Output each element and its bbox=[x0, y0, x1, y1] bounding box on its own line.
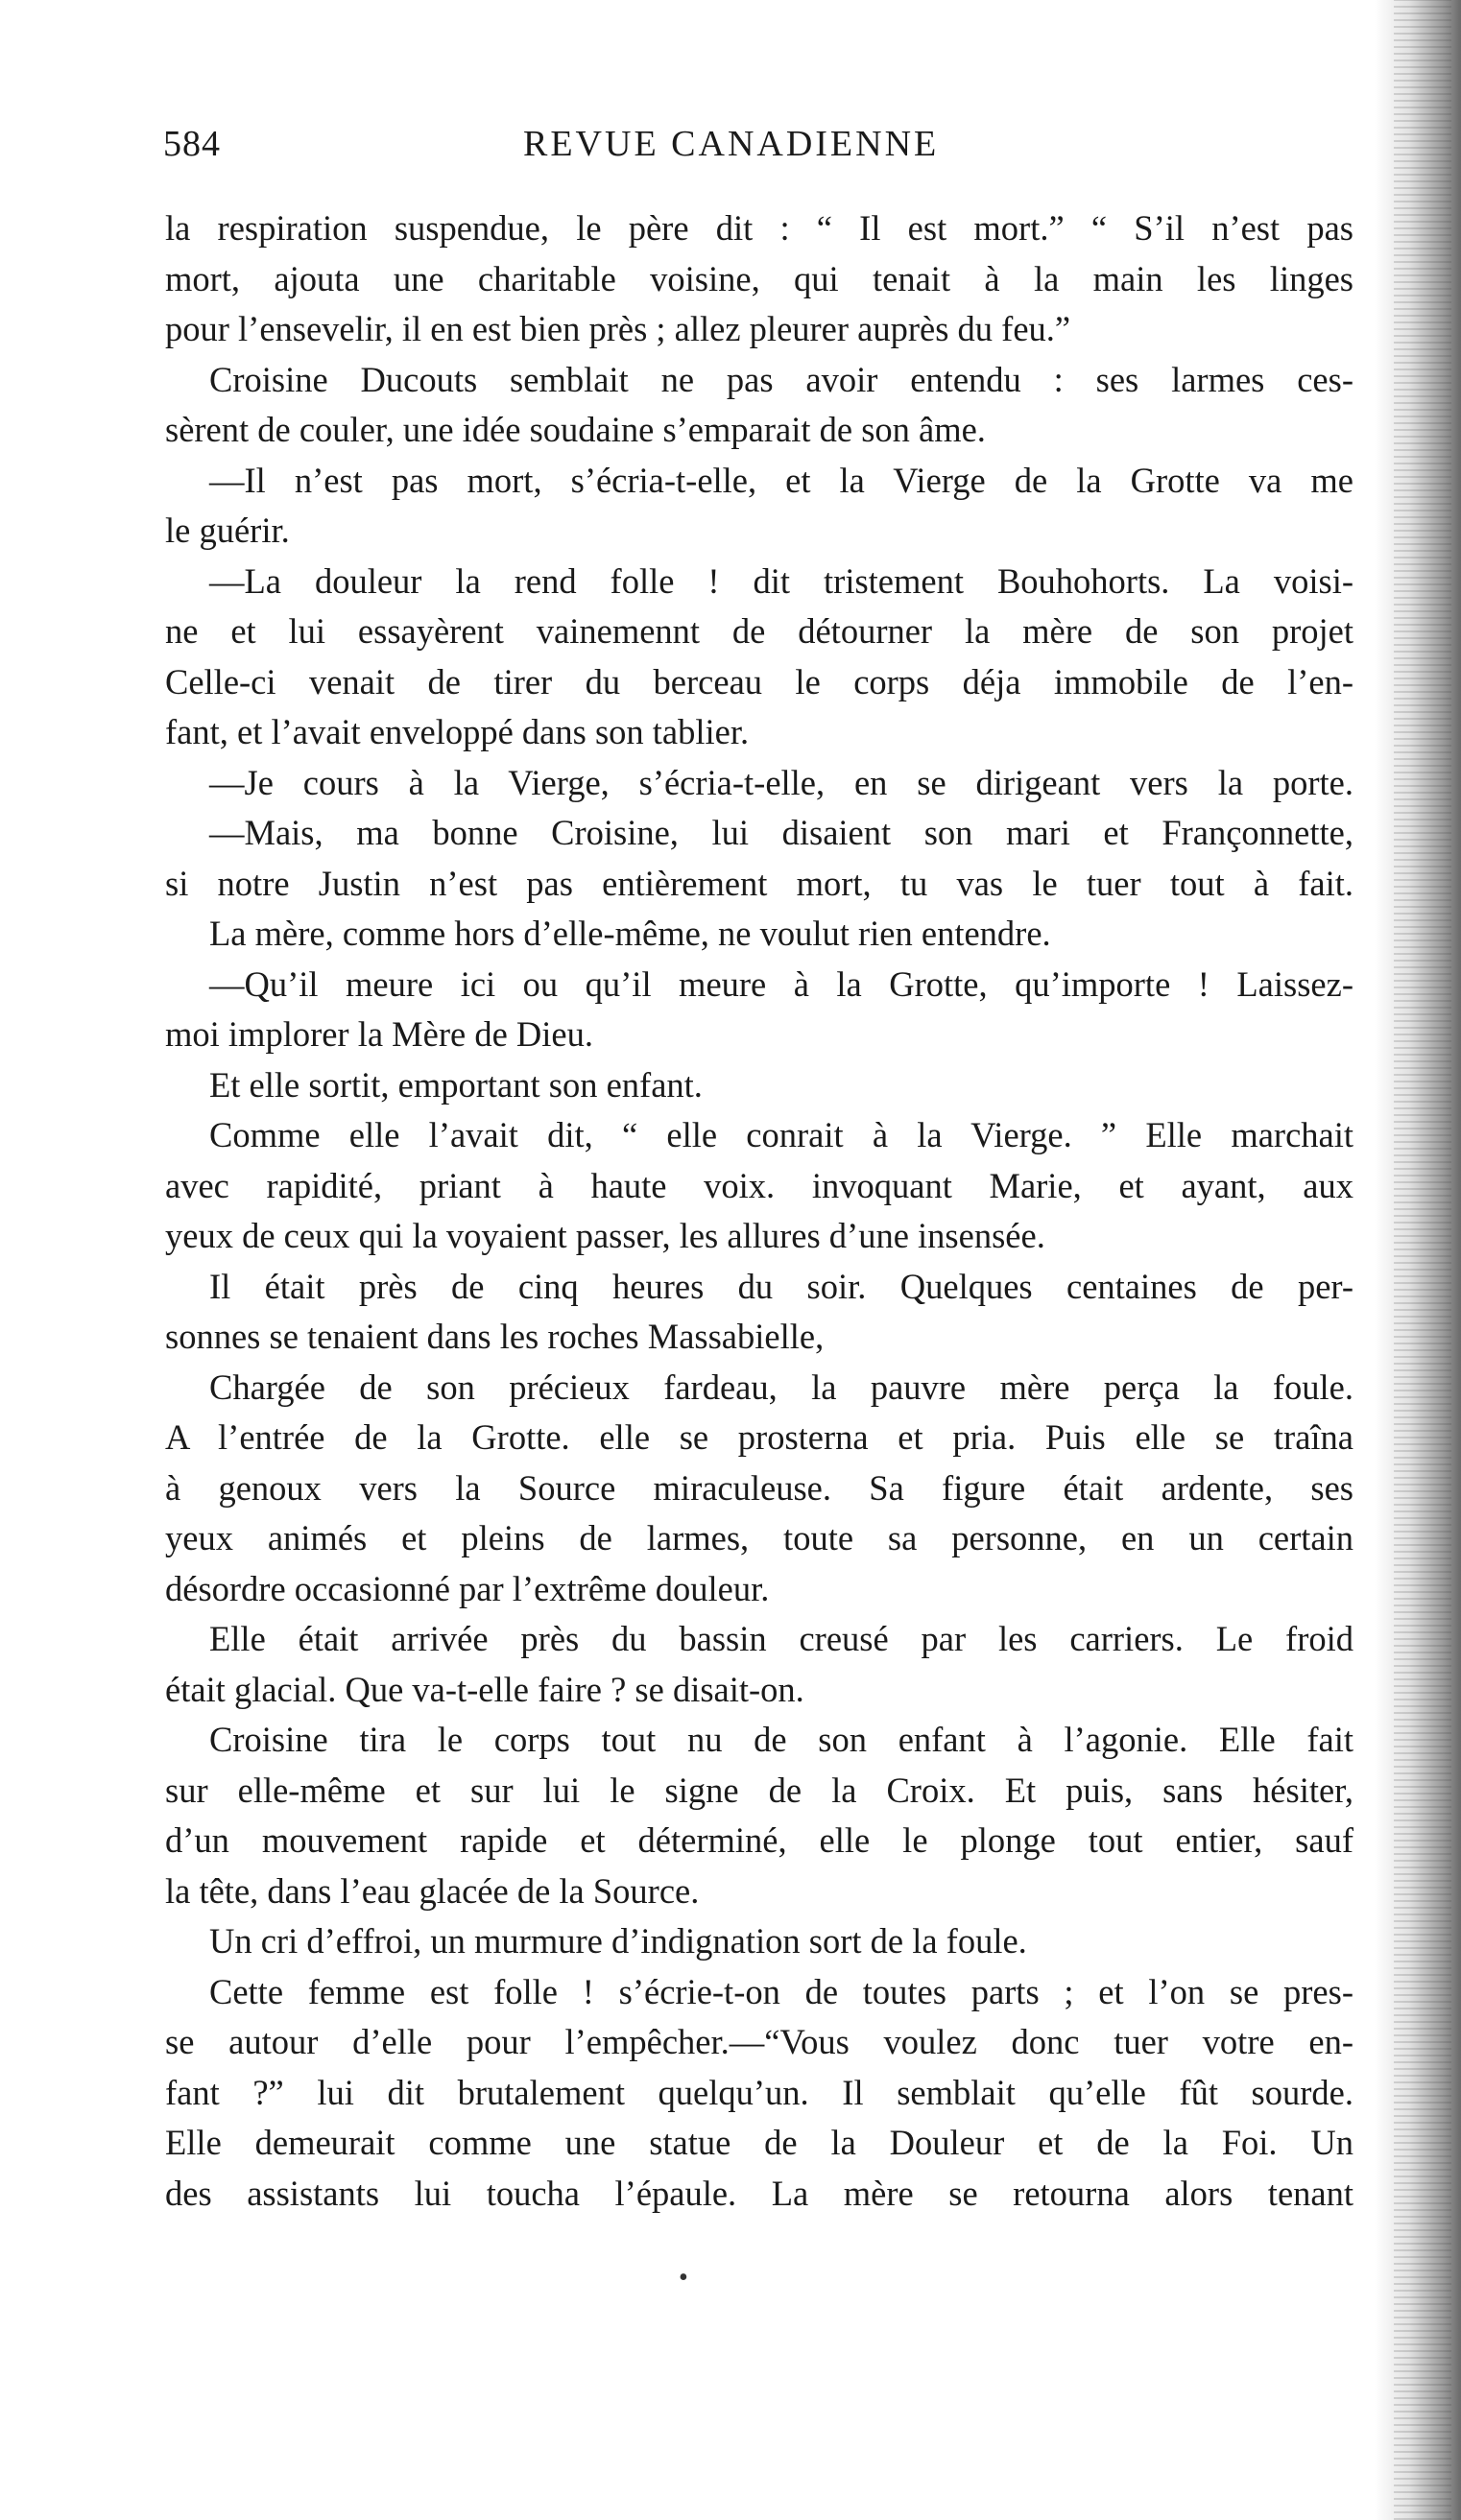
page-number: 584 bbox=[163, 124, 221, 164]
text-line: —Qu’il meure ici ou qu’il meure à la Grotte, qu’importe ! Laissez- bbox=[209, 963, 1353, 1004]
text-line: Elle était arrivée près du bassin creusé par les carriers. Le froid bbox=[209, 1619, 1353, 1658]
text-line: la respiration suspendue, le père dit : “ Il est mort.” “ S’il n’est pas bbox=[165, 208, 1353, 248]
text-line: se autour d’elle pour l’empêcher.—“Vous voulez donc tuer votre en- bbox=[165, 2022, 1353, 2061]
page-edge-texture bbox=[1394, 0, 1451, 2520]
text-line: Cette femme est folle ! s’écrie-t-on de toutes parts ; et l’on se pres- bbox=[209, 1971, 1353, 2011]
text-line: la tête, dans l’eau glacée de la Source. bbox=[165, 1870, 700, 1911]
running-head: REVUE CANADIENNE bbox=[523, 124, 940, 164]
text-line: pour l’ensevelir, il en est bien près ; allez pleurer auprès du feu.” bbox=[165, 309, 1071, 348]
text-line: des assistants lui toucha l’épaule. La mère se retourna alors tenant bbox=[165, 2173, 1353, 2213]
text-line: Elle demeurait comme une statue de la Douleur et de la Foi. Un bbox=[165, 2123, 1353, 2162]
text-line: yeux de ceux qui la voyaient passer, les allures d’une insensée. bbox=[165, 1216, 1045, 1255]
page-header bbox=[163, 123, 989, 177]
text-line: Croisine Ducouts semblait ne pas avoir entendu : ses larmes ces- bbox=[209, 359, 1353, 399]
text-line: ne et lui essayèrent vainemennt de détourner la mère de son projet bbox=[165, 611, 1353, 651]
text-line: désordre occasionné par l’extrême douleur. bbox=[165, 1568, 770, 1608]
text-line: A l’entrée de la Grotte. elle se prosterna et pria. Puis elle se traîna bbox=[165, 1417, 1353, 1457]
text-line: moi implorer la Mère de Dieu. bbox=[165, 1014, 593, 1054]
text-line: yeux animés et pleins de larmes, toute sa personne, en un certain bbox=[165, 1518, 1353, 1557]
text-line: si notre Justin n’est pas entièrement mort, tu vas le tuer tout à fait. bbox=[165, 863, 1353, 903]
text-line: était glacial. Que va-t-elle faire ? se disait-on. bbox=[165, 1669, 804, 1709]
text-line: Chargée de son précieux fardeau, la pauvre mère perça la foule. bbox=[209, 1367, 1353, 1407]
text-line: le guérir. bbox=[165, 511, 290, 550]
body-text bbox=[165, 203, 1353, 2219]
text-line: La mère, comme hors d’elle-même, ne voulut rien entendre. bbox=[209, 914, 1051, 953]
text-line: Celle-ci venait de tirer du berceau le corps déja immobile de l’en- bbox=[165, 661, 1353, 701]
footer-mark: • bbox=[679, 2263, 688, 2293]
text-line: à genoux vers la Source miraculeuse. Sa figure était ardente, ses bbox=[165, 1467, 1353, 1508]
text-line: sur elle-même et sur lui le signe de la Croix. Et puis, sans hésiter, bbox=[165, 1770, 1353, 1810]
text-line: Il était près de cinq heures du soir. Quelques centaines de per- bbox=[209, 1266, 1353, 1306]
text-line: —Mais, ma bonne Croisine, lui disaient son mari et Françonnette, bbox=[209, 813, 1353, 852]
text-line: sèrent de couler, une idée soudaine s’emparait de son âme. bbox=[165, 410, 986, 449]
text-line: sonnes se tenaient dans les roches Massabielle, bbox=[165, 1317, 825, 1356]
text-line: fant ?” lui dit brutalement quelqu’un. Il semblait qu’elle fût sourde. bbox=[165, 2072, 1353, 2112]
text-line: —La douleur la rend folle ! dit tristement Bouhohorts. La voisi- bbox=[209, 560, 1353, 601]
text-line: d’un mouvement rapide et déterminé, elle le plonge tout entier, sauf bbox=[165, 1820, 1353, 1860]
text-line: fant, et l’avait enveloppé dans son tablier. bbox=[165, 712, 750, 751]
text-line: —Il n’est pas mort, s’écria-t-elle, et la Vierge de la Grotte va me bbox=[209, 460, 1353, 500]
text-line: Croisine tira le corps tout nu de son enfant à l’agonie. Elle fait bbox=[209, 1720, 1353, 1759]
text-line: mort, ajouta une charitable voisine, qui tenait à la main les linges bbox=[165, 258, 1353, 298]
text-line: avec rapidité, priant à haute voix. invoquant Marie, et ayant, aux bbox=[165, 1165, 1353, 1205]
text-line: Comme elle l’avait dit, “ elle conrait à la Vierge. ” Elle marchait bbox=[209, 1115, 1353, 1154]
text-line: Un cri d’effroi, un murmure d’indignation sort de la foule. bbox=[209, 1921, 1027, 1961]
text-line: —Je cours à la Vierge, s’écria-t-elle, en se dirigeant vers la porte. bbox=[209, 762, 1353, 802]
text-line: Et elle sortit, emportant son enfant. bbox=[209, 1064, 703, 1105]
